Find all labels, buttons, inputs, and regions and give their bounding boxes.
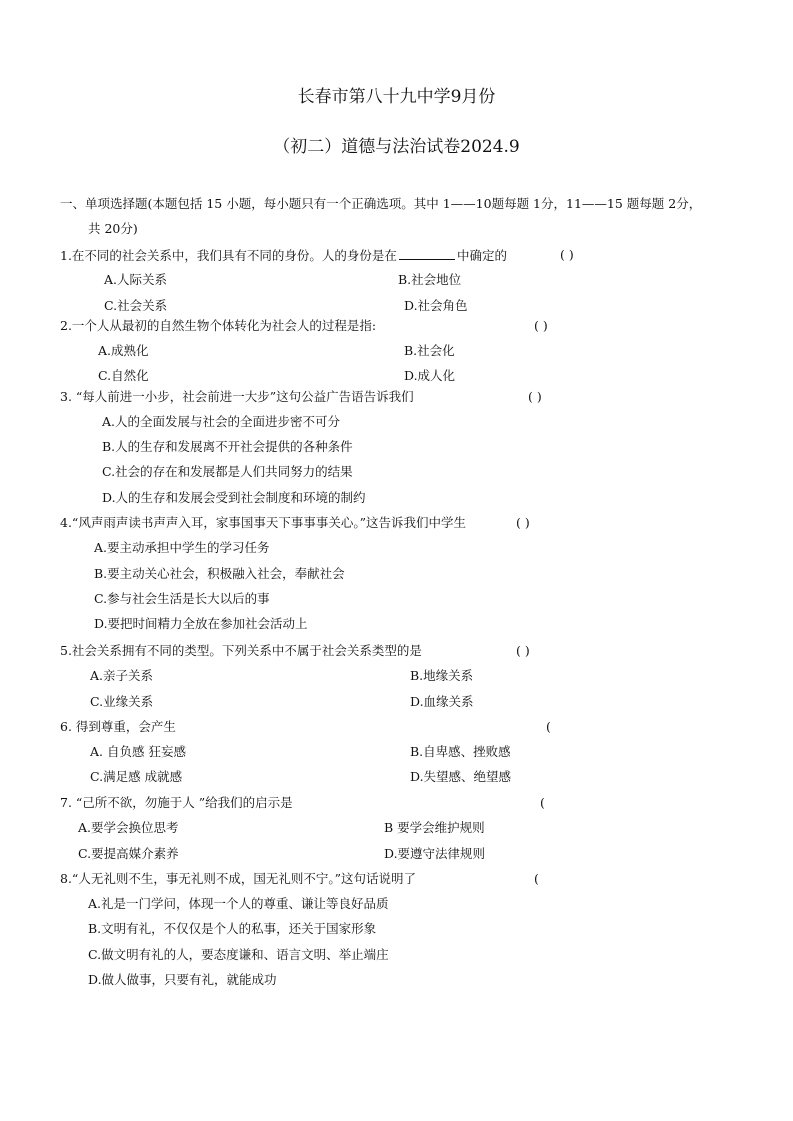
question-1-stem bbox=[60, 247, 507, 264]
question-2-stem: 2.一个人从最初的自然生物个体转化为社会人的过程是指: bbox=[60, 318, 377, 333]
question-7-option-a: A.要学会换位思考 bbox=[78, 820, 179, 835]
question-3-stem: 3. “每人前进一小步，社会前进一大步”这句公益广告语告诉我们 bbox=[60, 389, 414, 404]
question-6-answer-bracket: ( bbox=[546, 719, 551, 734]
question-8-option-a: A.礼是一门学问，体现一个人的尊重、谦让等良好品质 bbox=[88, 896, 389, 911]
question-3-option-a: A.人的全面发展与社会的全面进步密不可分 bbox=[102, 414, 341, 429]
question-4-option-c: C.参与社会生活是长大以后的事 bbox=[94, 591, 270, 606]
question-7-answer-bracket: ( bbox=[540, 795, 545, 810]
question-1-option-c: C.社会关系 bbox=[104, 298, 168, 313]
question-5-option-d: D.血缘关系 bbox=[410, 694, 474, 709]
question-8-option-d: D.做人做事，只要有礼，就能成功 bbox=[88, 972, 277, 987]
question-1-stem-before: 1.在不同的社会关系中，我们具有不同的身份。人的身份是在 bbox=[60, 248, 397, 263]
question-1-option-a: A.人际关系 bbox=[104, 272, 168, 287]
question-3-option-c: C.社会的存在和发展都是人们共同努力的结果 bbox=[102, 464, 353, 479]
question-6-option-c: C.满足感 成就感 bbox=[90, 769, 183, 784]
question-4-option-a: A.要主动承担中学生的学习任务 bbox=[94, 540, 270, 555]
question-4-option-b: B.要主动关心社会，积极融入社会，奉献社会 bbox=[94, 566, 345, 581]
exam-title-line1: 长春市第八十九中学9月份 bbox=[297, 87, 496, 107]
question-4-stem: 4.“风声雨声读书声声入耳，家事国事天下事事事关心。”这告诉我们中学生 bbox=[60, 515, 466, 530]
question-8-stem: 8.“人无礼则不生，事无礼则不成，国无礼则不宁。”这句话说明了 bbox=[60, 871, 416, 886]
question-2-answer-bracket: ( ) bbox=[534, 318, 548, 333]
section-intro-line2: 共 20分) bbox=[88, 221, 138, 236]
question-2-option-a: A.成熟化 bbox=[98, 343, 149, 358]
question-3-option-b: B.人的生存和发展离不开社会提供的各种条件 bbox=[102, 439, 353, 454]
question-6-option-b: B.自卑感、挫败感 bbox=[410, 744, 511, 759]
question-5-option-b: B.地缘关系 bbox=[410, 668, 474, 683]
question-6-stem: 6. 得到尊重，会产生 bbox=[60, 719, 176, 734]
question-7-stem: 7. “己所不欲，勿施于人 ”给我们的启示是 bbox=[60, 795, 293, 810]
question-4-option-d: D.要把时间精力全放在参加社会活动上 bbox=[94, 616, 308, 631]
question-1-answer-bracket: ( ) bbox=[560, 247, 574, 262]
question-6-option-d: D.失望感、绝望感 bbox=[410, 769, 512, 784]
question-6-option-a: A. 自负感 狂妄感 bbox=[90, 744, 186, 759]
question-7-option-d: D.要遵守法律规则 bbox=[384, 846, 486, 861]
exam-title-line2: （初二）道德与法治试卷2024.9 bbox=[273, 137, 520, 157]
question-3-answer-bracket: ( ) bbox=[528, 389, 542, 404]
question-1-option-b: B.社会地位 bbox=[398, 272, 462, 287]
question-3-option-d: D.人的生存和发展会受到社会制度和环境的制约 bbox=[102, 490, 366, 505]
question-7-option-b: B 要学会维护规则 bbox=[384, 820, 485, 835]
question-7-option-c: C.要提高媒介素养 bbox=[78, 846, 179, 861]
question-2-option-d: D.成人化 bbox=[404, 368, 456, 383]
question-1-option-d: D.社会角色 bbox=[404, 298, 468, 313]
answer-blank bbox=[399, 247, 455, 260]
question-5-answer-bracket: ( ) bbox=[516, 643, 530, 658]
question-1-stem-after: 中确定的 bbox=[456, 248, 507, 263]
question-8-answer-bracket: ( bbox=[534, 871, 539, 886]
question-5-option-a: A.亲子关系 bbox=[90, 668, 154, 683]
question-5-option-c: C.业缘关系 bbox=[90, 694, 154, 709]
section-intro-line1: 一、单项选择题(本题包括 15 小题，每小题只有一个正确选项。其中 1——10题每题 1分，11——15 题每题 2分， bbox=[60, 196, 702, 211]
question-5-stem: 5.社会关系拥有不同的类型。下列关系中不属于社会关系类型的是 bbox=[60, 643, 422, 658]
question-8-option-b: B.文明有礼，不仅仅是个人的私事，还关于国家形象 bbox=[88, 921, 377, 936]
question-8-option-c: C.做文明有礼的人，要态度谦和、语言文明、举止端庄 bbox=[88, 947, 389, 962]
question-2-option-b: B.社会化 bbox=[404, 343, 455, 358]
question-2-option-c: C.自然化 bbox=[98, 368, 149, 383]
question-4-answer-bracket: ( ) bbox=[516, 515, 530, 530]
